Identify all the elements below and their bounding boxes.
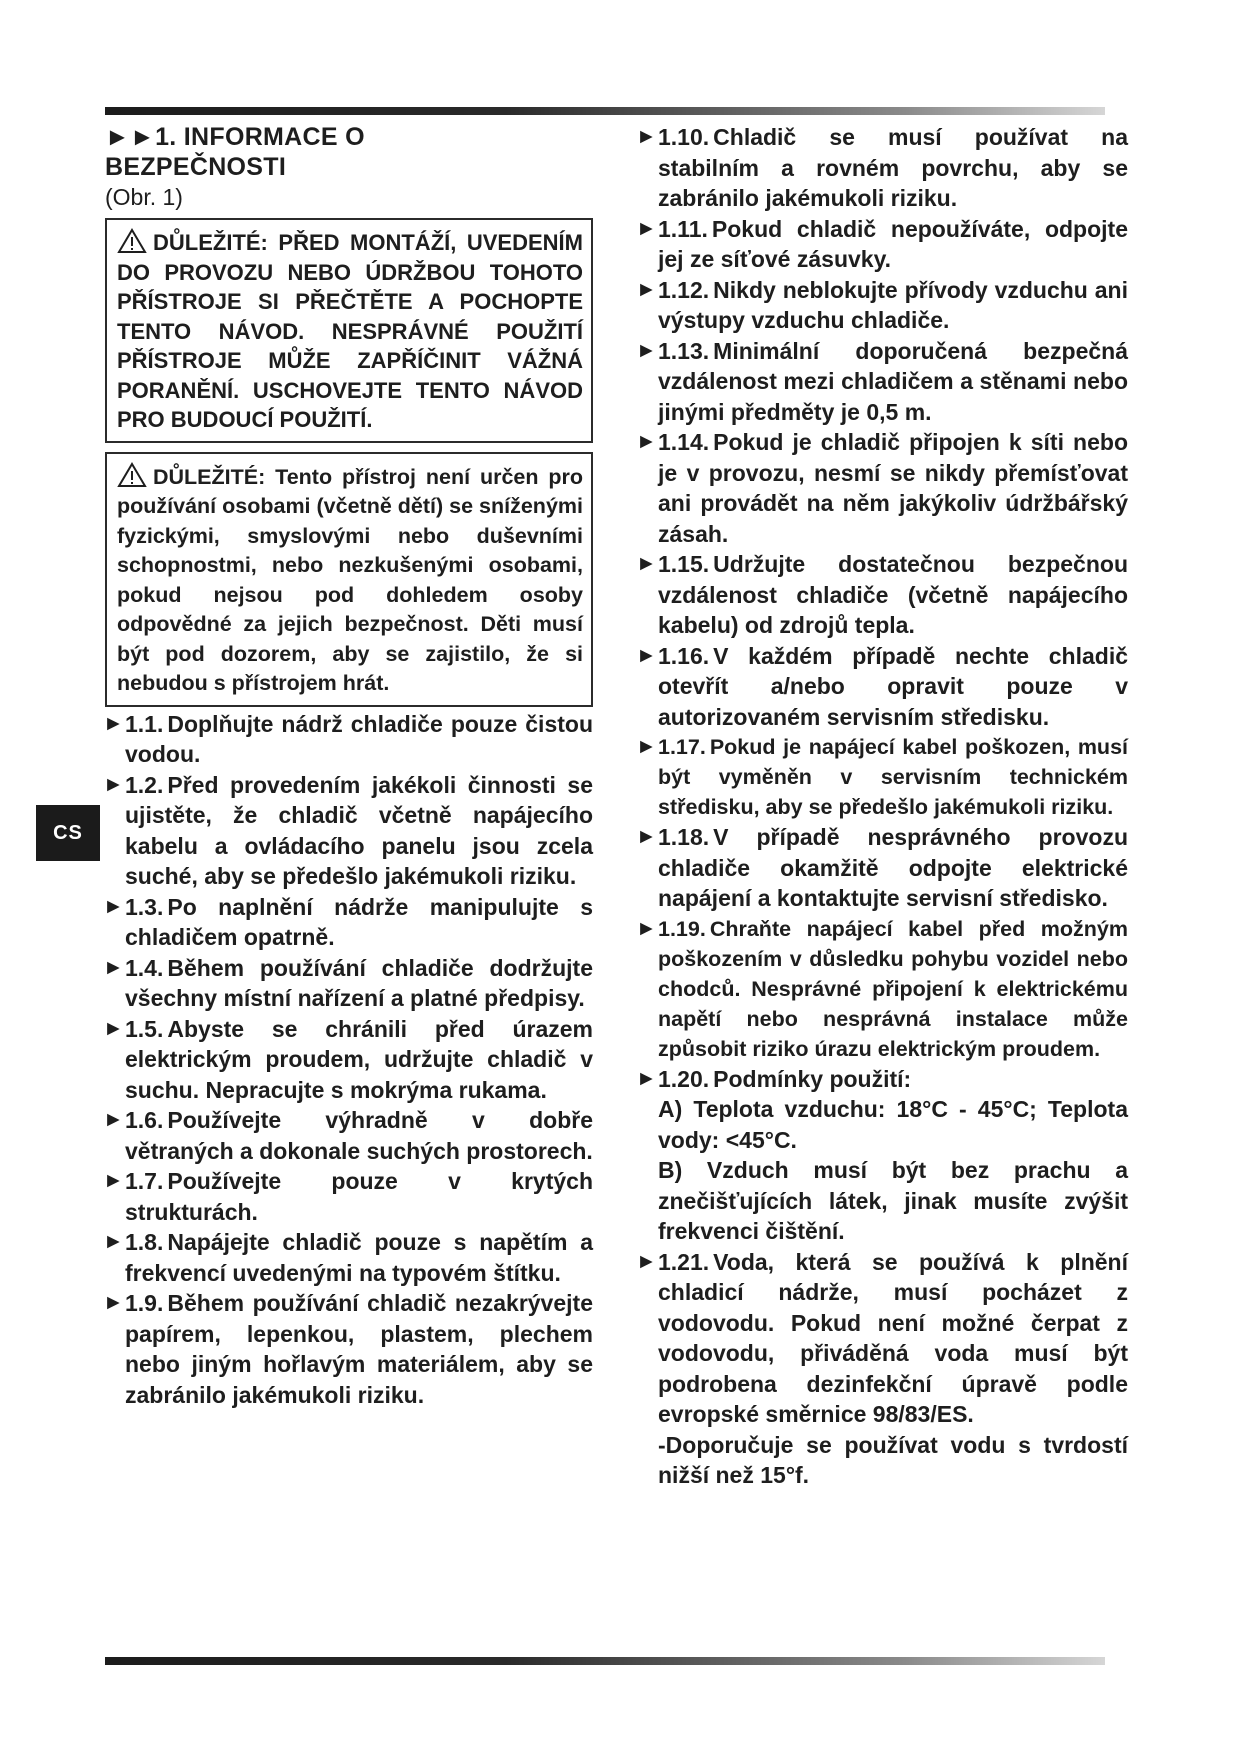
list-item — [105, 1105, 593, 1166]
list-item — [105, 892, 593, 953]
arrow-icon: ► — [103, 955, 124, 979]
arrow-icon: ► — [636, 643, 657, 667]
list-item — [105, 1288, 593, 1410]
item-text: Během používání chladič nezakrývejte papírem, lepenkou, plastem, plechem nebo jiným hořlavým materiálem, aby se zabránilo jakémukoli riziku. — [125, 1290, 593, 1408]
list-item — [638, 641, 1128, 733]
item-text: Nikdy neblokujte přívody vzduchu ani výstupy vzduchu chladiče. — [658, 276, 1128, 333]
item-text: Chladič se musí používat na stabilním a rovném povrchu, aby se zabránilo jakémukoli riziku. — [658, 124, 1128, 211]
warning-2-text: Tento přístroj není určen pro používání osobami (včetně dětí) se sníženými fyzickými, smyslovými nebo duševními schopnostmi, nebo nezkušenými osobami, pokud nejsou pod dohledem osoby odpovědné za jejich bezpečnost. Děti musí být pod dozorem, aby se zajistilo, že si nebudou s přístrojem hrát. — [117, 464, 583, 695]
list-item — [105, 1166, 593, 1227]
list-item — [105, 1227, 593, 1288]
item-number: 1.6. — [125, 1107, 164, 1133]
item-text: Chraňte napájecí kabel před možným poškozením v důsledku pohybu vozidel nebo chodců. Nesprávné připojení k elektrickému napětí nebo nesprávná instalace může způsobit riziko úrazu elektrickým proudem. — [658, 916, 1128, 1061]
warning-box-2 — [105, 452, 593, 707]
list-item — [638, 122, 1128, 214]
item-text: Pokud chladič nepoužíváte, odpojte jej ze síťové zásuvky. — [658, 215, 1128, 272]
item-number: 1.11. — [658, 215, 708, 242]
arrow-icon: ► — [636, 277, 657, 301]
arrow-icon: ► — [103, 1230, 124, 1253]
arrow-icon: ► — [103, 1108, 124, 1131]
item-text: V případě nesprávného provozu chladiče okamžitě odpojte elektrické napájení a kontaktujte servisní středisko. — [658, 824, 1128, 911]
item-number: 1.9. — [125, 1290, 164, 1316]
item-text: Pokud je napájecí kabel poškozen, musí být vyměněn v servisním technickém středisku, aby se předešlo jakémukoli riziku. — [658, 735, 1128, 819]
heading-line-2: BEZPEČNOSTI — [105, 153, 287, 181]
list-item — [638, 1247, 1128, 1491]
item-text: Během používání chladiče dodržujte všechny místní nařízení a platné předpisy. — [125, 954, 593, 1011]
arrow-icon: ► — [103, 894, 124, 918]
item-number: 1.4. — [125, 954, 164, 981]
language-tab: CS — [36, 805, 100, 861]
arrow-icon: ► — [636, 825, 657, 848]
figure-reference: (Obr. 1) — [105, 184, 183, 210]
item-number: 1.8. — [125, 1229, 164, 1255]
list-item — [105, 770, 593, 892]
top-rule — [105, 107, 1105, 115]
arrow-icon: ► — [103, 1169, 124, 1192]
arrow-icon: ► — [636, 916, 657, 940]
heading-line-1: ►►1. INFORMACE O — [105, 123, 365, 151]
item-text: Minimální doporučená bezpečná vzdálenost mezi chladičem a stěnami nebo jinými předměty je 0,5 m. — [658, 337, 1128, 425]
arrow-icon: ► — [103, 1291, 124, 1314]
item-number: 1.5. — [125, 1015, 164, 1042]
list-item — [105, 709, 593, 770]
item-text: Používejte výhradně v dobře větraných a dokonale suchých prostorech. — [125, 1107, 593, 1164]
warning-1-text: DŮLEŽITÉ: PŘED MONTÁŽÍ, UVEDENÍM DO PROVOZU NEBO ÚDRŽBOU TOHOTO PŘÍSTROJE SI PŘEČTĚTE A POCHOPTE TENTO NÁVOD. NESPRÁVNÉ POUŽITÍ PŘÍSTROJE MŮŽE ZAPŘÍČINIT VÁŽNÁ PORANĚNÍ. USCHOVEJTE TENTO NÁVOD PRO BUDOUCÍ POUŽITÍ. — [117, 230, 583, 432]
item-number: 1.17. — [658, 735, 706, 759]
item-number: 1.15. — [658, 551, 710, 577]
warning-2-label: DŮLEŽITÉ: — [153, 464, 266, 489]
bottom-rule — [105, 1657, 1105, 1665]
section-heading — [105, 122, 593, 182]
item-number: 1.14. — [658, 429, 710, 455]
list-item — [638, 914, 1128, 1064]
item-number: 1.2. — [125, 771, 164, 798]
item-number: 1.3. — [125, 893, 164, 920]
item-subline: -Doporučuje se používat vodu s tvrdostí nižší než 15°f. — [658, 1431, 1128, 1488]
left-column — [105, 122, 593, 1410]
list-item — [638, 732, 1128, 822]
arrow-icon: ► — [636, 338, 657, 362]
arrow-icon: ► — [103, 772, 124, 796]
list-item — [105, 1014, 593, 1106]
list-item — [105, 953, 593, 1014]
arrow-icon: ► — [103, 1016, 124, 1040]
item-text: Doplňujte nádrž chladiče pouze čistou vodou. — [125, 710, 593, 767]
list-item — [638, 275, 1128, 336]
list-item — [638, 336, 1128, 428]
arrow-icon: ► — [636, 552, 657, 575]
arrow-icon: ► — [636, 125, 657, 148]
item-text: Abyste se chránili před úrazem elektrickým proudem, udržujte chladič v suchu. Nepracujte s mokrýma rukama. — [125, 1015, 593, 1103]
item-number: 1.21. — [658, 1248, 710, 1275]
item-number: 1.18. — [658, 824, 710, 850]
item-text: Udržujte dostatečnou bezpečnou vzdálenost chladiče (včetně napájecího kabelu) od zdrojů tepla. — [658, 551, 1128, 638]
item-text: Pokud je chladič připojen k síti nebo je v provozu, nesmí se nikdy přemísťovat ani provádět na něm jakýkoliv údržbářský zásah. — [658, 429, 1128, 547]
item-subline: A) Teplota vzduchu: 18°C - 45°C; Teplota vody: <45°C. — [658, 1096, 1128, 1153]
list-item — [638, 427, 1128, 549]
arrow-icon: ► — [636, 735, 657, 758]
item-number: 1.19. — [658, 916, 706, 941]
item-number: 1.10. — [658, 124, 710, 150]
item-subline: B) Vzduch musí být bez prachu a znečišťujících látek, jinak musíte zvýšit frekvenci čištění. — [658, 1157, 1128, 1244]
warning-triangle-icon — [117, 462, 147, 488]
item-text: Používejte pouze v krytých strukturách. — [125, 1168, 593, 1225]
arrow-icon: ► — [636, 216, 657, 240]
item-text: Po naplnění nádrže manipulujte s chladičem opatrně. — [125, 893, 593, 950]
item-number: 1.1. — [125, 710, 164, 737]
warning-triangle-icon — [117, 228, 147, 254]
item-text: Před provedením jakékoli činnosti se ujistěte, že chladič včetně napájecího kabelu a ovládacího panelu jsou zcela suché, aby se předešlo jakémukoli riziku. — [125, 771, 593, 889]
arrow-icon: ► — [103, 711, 124, 735]
item-number: 1.20. — [658, 1065, 710, 1092]
item-text: Podmínky použití: — [713, 1065, 912, 1092]
right-column — [638, 122, 1128, 1491]
item-text: Napájejte chladič pouze s napětím a frekvencí uvedenými na typovém štítku. — [125, 1229, 593, 1286]
list-item — [638, 214, 1128, 275]
list-item — [638, 822, 1128, 914]
list-item — [638, 1064, 1128, 1247]
arrow-icon: ► — [636, 430, 657, 453]
item-number: 1.12. — [658, 276, 710, 303]
item-text: V každém případě nechte chladič otevřít a/nebo opravit pouze v autorizovaném servisním středisku. — [658, 642, 1128, 730]
list-item — [638, 549, 1128, 641]
warning-box-1 — [105, 218, 593, 443]
item-number: 1.16. — [658, 642, 710, 669]
item-text: Voda, která se používá k plnění chladicí nádrže, musí pocházet z vodovodu. Pokud není možné čerpat z vodovodu, přiváděná voda musí být podrobena dezinfekční úpravě podle evropské směrnice 98/83/ES. — [658, 1248, 1128, 1427]
arrow-icon: ► — [636, 1249, 657, 1273]
item-number: 1.7. — [125, 1168, 164, 1194]
item-number: 1.13. — [658, 337, 710, 364]
arrow-icon: ► — [636, 1066, 657, 1090]
